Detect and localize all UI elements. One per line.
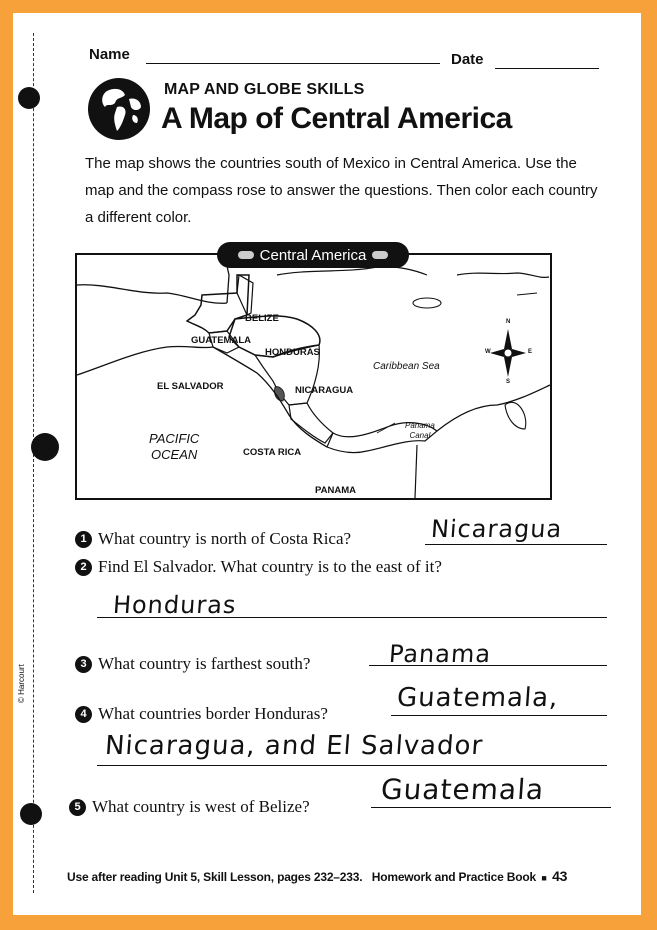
worksheet-page	[13, 13, 641, 915]
name-field[interactable]	[146, 63, 440, 64]
answer-4-part-1: Guatemala,	[395, 683, 560, 713]
answer-1: Nicaragua	[430, 515, 564, 543]
map-label-costa-rica: COSTA RICA	[243, 447, 302, 458]
compass-w: W	[485, 349, 491, 355]
map-title: Central America	[217, 242, 409, 268]
map-label-nicaragua: NICARAGUA	[295, 385, 354, 396]
answer-3: Panama	[388, 640, 493, 668]
map-label-panama-canal: Panama Canal	[405, 421, 435, 440]
compass-n: N	[506, 319, 511, 325]
binder-hole-bottom	[20, 803, 42, 825]
copyright-text: © Harcourt	[17, 664, 26, 703]
question-2: 2 Find El Salvador. What country is to the east of it?	[75, 557, 442, 577]
answer-line-1[interactable]	[425, 544, 607, 545]
page-footer: Use after reading Unit 5, Skill Lesson, pages 232–233. Homework and Practice Book ■ 43	[67, 868, 568, 884]
name-label: Name	[89, 46, 130, 63]
question-4: 4 What countries border Honduras?	[75, 704, 328, 724]
map-label-pacific-ocean: PACIFIC OCEAN	[149, 431, 200, 462]
answer-line-5[interactable]	[371, 807, 611, 808]
answer-5: Guatemala	[379, 773, 546, 806]
map-label-el-salvador: EL SALVADOR	[157, 381, 224, 392]
date-label: Date	[451, 51, 484, 68]
compass-s: S	[506, 379, 511, 385]
compass-e: E	[528, 349, 533, 355]
map-label-panama: PANAMA	[315, 485, 356, 496]
answer-line-4a[interactable]	[391, 715, 607, 716]
page-title: A Map of Central America	[161, 102, 512, 135]
map-label-guatemala: GUATEMALA	[191, 335, 251, 346]
instructions-text: The map shows the countries south of Mexico in Central America. Use the map and the compass rose to answer the questions. Then color each country a different color.	[85, 155, 598, 226]
binder-hole-top	[18, 87, 40, 109]
map-label-honduras: HONDURAS	[265, 347, 320, 358]
question-5: 5 What country is west of Belize?	[69, 797, 310, 817]
globe-icon	[87, 77, 151, 141]
binder-hole-middle	[31, 433, 59, 461]
map-label-caribbean-sea: Caribbean Sea	[373, 361, 440, 372]
map-label-belize: BELIZE	[245, 313, 279, 324]
answer-2: Honduras	[112, 591, 238, 619]
margin-line	[33, 33, 34, 893]
central-america-map	[75, 253, 552, 500]
question-1: 1 What country is north of Costa Rica?	[75, 529, 351, 549]
question-3: 3 What country is farthest south?	[75, 654, 310, 674]
section-subtitle: MAP AND GLOBE SKILLS	[164, 81, 365, 98]
answer-4-part-2: Nicaragua, and El Salvador	[103, 731, 485, 761]
date-field[interactable]	[495, 68, 599, 69]
answer-line-4b[interactable]	[97, 765, 607, 766]
